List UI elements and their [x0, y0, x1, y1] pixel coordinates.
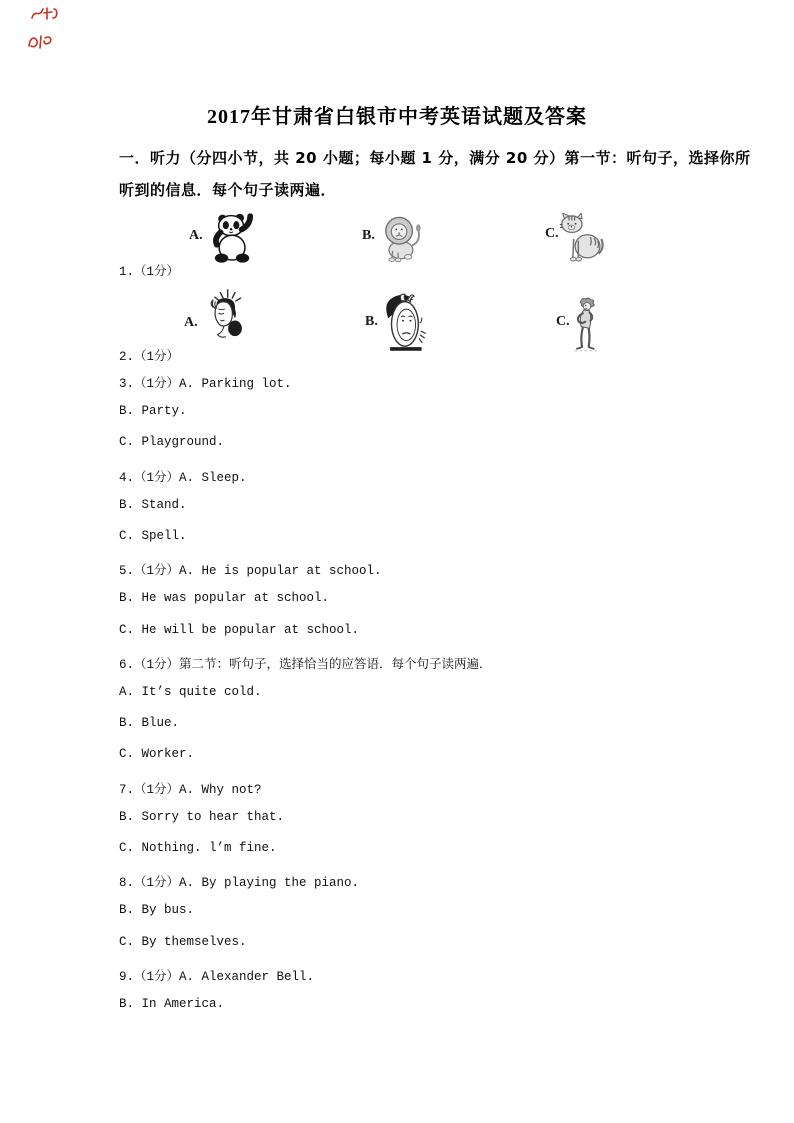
option-letter-c: C. — [556, 314, 570, 329]
question-text-line: B. In America. — [119, 997, 225, 1011]
red-ink-mark-icon — [30, 5, 62, 23]
question-text-line: 4.（1分）A. Sleep. — [119, 470, 247, 485]
option-letter-b: B. — [362, 228, 375, 243]
question-text-line: 9.（1分）A. Alexander Bell. — [119, 969, 315, 984]
question-text-line: A. It’s quite cold. — [119, 685, 262, 699]
question-text-line: 7.（1分）A. Why not? — [119, 782, 262, 797]
lion-illustration — [378, 216, 422, 262]
question-text-line: C. Playground. — [119, 435, 225, 450]
red-ink-mark-icon — [26, 32, 56, 52]
question-text-line: 3.（1分）A. Parking lot. — [119, 377, 292, 391]
hurt-arm-person-illustration — [572, 293, 602, 357]
panda-illustration — [212, 213, 254, 265]
tiger-illustration — [559, 213, 605, 263]
question-text-line: C. By themselves. — [119, 934, 247, 949]
option-letter-a: A. — [184, 315, 198, 330]
section-intro-line-2: 听到的信息．每个句子读两遍． — [119, 181, 337, 199]
question-number-1: 1.（1分） — [119, 265, 180, 279]
option-letter-c: C. — [545, 226, 559, 241]
question-text-line: 8.（1分）A. By playing the piano. — [119, 876, 360, 891]
option-letter-b: B. — [365, 314, 378, 329]
question-text-line: C. Worker. — [119, 747, 195, 762]
toothache-person-illustration — [379, 292, 429, 354]
question-text-line: 6.（1分）第二节：听句子，选择恰当的应答语．每个句子读两遍． — [119, 657, 492, 672]
question-text-line: B. By bus. — [119, 903, 195, 918]
question-text-line: C. Nothing. l’m fine. — [119, 841, 277, 855]
question-text-line: C. He will be popular at school. — [119, 622, 360, 637]
page-title: 2017年甘肃省白银市中考英语试题及答案 — [207, 106, 587, 128]
headache-woman-illustration — [202, 288, 246, 354]
question-text-line: B. Sorry to hear that. — [119, 809, 285, 824]
section-intro-line-1: 一．听力（分四小节，共 20 小题；每小题 1 分，满分 20 分）第一节：听句子，选择你所 — [119, 149, 751, 167]
question-text-line: B. Party. — [119, 404, 187, 419]
question-text-line: B. He was popular at school. — [119, 591, 330, 606]
question-number-2: 2.（1分） — [119, 350, 180, 364]
question-text-line: B. Blue. — [119, 716, 180, 731]
option-letter-a: A. — [189, 228, 203, 243]
question-text-line: C. Spell. — [119, 529, 187, 543]
question-text-line: B. Stand. — [119, 497, 187, 512]
question-text-line: 5.（1分）A. He is popular at school. — [119, 564, 382, 579]
